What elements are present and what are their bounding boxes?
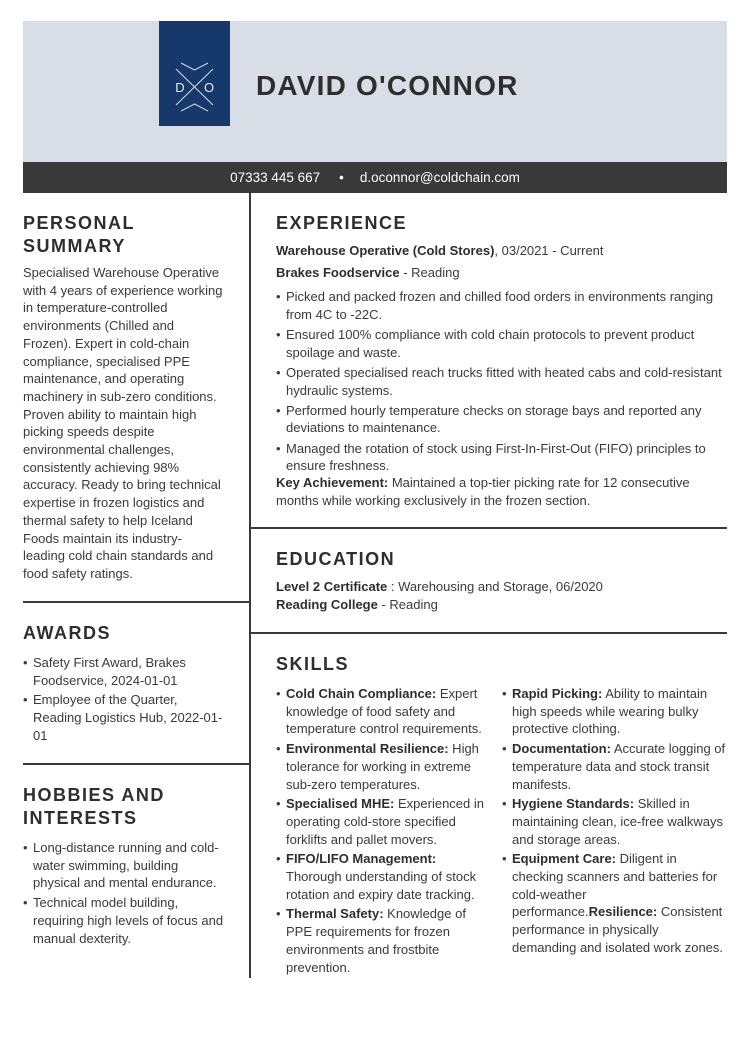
list-item: • Managed the rotation of stock using First-In-First-Out (FIFO) principles to ensure freshness. xyxy=(276,440,728,475)
section-divider xyxy=(23,601,250,603)
monogram-logo xyxy=(159,21,230,126)
job-title-line: Warehouse Operative (Cold Stores), 03/2021 - Current xyxy=(276,243,604,258)
skills-list-left xyxy=(276,685,498,978)
monogram-icon xyxy=(159,21,230,126)
skill-item: • Documentation: Accurate logging of temperature data and stock transit manifests. xyxy=(502,740,728,793)
company-line: Brakes Foodservice - Reading xyxy=(276,264,460,280)
list-item: • Technical model building, requiring high levels of focus and manual dexterity. xyxy=(23,894,245,947)
list-item: • Safety First Award, Brakes Foodservice, 2024-01-01 xyxy=(23,654,245,689)
awards-heading: AWARDS xyxy=(23,623,112,643)
education-heading: EDUCATION xyxy=(276,549,396,569)
school-line: Reading College - Reading xyxy=(276,597,438,612)
job-header xyxy=(276,240,726,283)
skill-item: • Hygiene Standards: Skilled in maintaining clean, ice-free walkways and storage areas. xyxy=(502,795,728,848)
awards-list xyxy=(23,654,245,747)
list-item: • Long-distance running and cold- water swimming, building physical and mental endurance. xyxy=(23,839,245,892)
education-entry xyxy=(276,578,726,614)
summary-heading: PERSONAL SUMMARY xyxy=(23,213,136,256)
list-item: • Operated specialised reach trucks fitted with heated cabs and cold-resistant hydraulic systems. xyxy=(276,364,728,399)
contact-separator: • xyxy=(339,170,344,185)
list-item: • Ensured 100% compliance with cold chain protocols to prevent product spoilage and waste. xyxy=(276,326,728,361)
hobbies-list xyxy=(23,839,245,949)
list-item: • Picked and packed frozen and chilled food orders in environments ranging from 4C to -22C. xyxy=(276,288,728,323)
skill-item: • Environmental Resilience: High tolerance for working in extreme sub-zero temperatures. xyxy=(276,740,498,793)
hobbies-heading: HOBBIES AND INTERESTS xyxy=(23,785,165,828)
list-item: • Employee of the Quarter, Reading Logistics Hub, 2022-01- 01 xyxy=(23,691,245,744)
summary-text: Specialised Warehouse Operative with 4 years of experience working in temperature-controlled environments (Chilled and Frozen). Expert in cold-chain compliance, specialised PPE maintenance, and operating machinery in sub-zero conditions. Proven ability to maintain high picking speeds despite environmental challenges, consistently achieving 98% accuracy. Ready to bring technical expertise in frozen logistics and thermal safety to help Iceland Foods maintain its industry- leading cold chain standards and food safety ratings. xyxy=(23,265,223,581)
skills-list-right xyxy=(502,685,728,959)
skill-item: • FIFO/LIFO Management: Thorough understanding of stock rotation and expiry date tracking. xyxy=(276,850,498,903)
experience-bullets xyxy=(276,288,728,475)
skill-item: • Cold Chain Compliance: Expert knowledge of food safety and temperature control requirements. xyxy=(276,685,498,738)
list-item: • Performed hourly temperature checks on storage bays and reported any deviations to maintenance. xyxy=(276,402,728,437)
skills-heading: SKILLS xyxy=(276,654,350,674)
skill-item: • Thermal Safety: Knowledge of PPE requirements for frozen environments and frostbite prevention. xyxy=(276,905,498,976)
skill-item: • Rapid Picking: Ability to maintain high speeds while wearing bulky protective clothing. xyxy=(502,685,728,738)
skill-item: • Equipment Care: Diligent in checking scanners and batteries for cold-weather performance.Resilience: Consistent performance in physically demanding and isolated work zones. xyxy=(502,850,728,956)
contact-bar xyxy=(23,162,727,193)
skill-item: • Specialised MHE: Experienced in operating cold-store specified forklifts and pallet movers. xyxy=(276,795,498,848)
experience-heading: EXPERIENCE xyxy=(276,213,408,233)
qualification-line: Level 2 Certificate : Warehousing and Storage, 06/2020 xyxy=(276,579,603,594)
email-address[interactable]: d.oconnor@coldchain.com xyxy=(359,170,520,185)
section-divider xyxy=(250,632,727,634)
section-divider xyxy=(250,527,727,529)
candidate-name: DAVID O'CONNOR xyxy=(256,70,519,101)
phone-number: 07333 445 667 xyxy=(230,170,321,185)
svg-text:O: O xyxy=(203,80,215,95)
section-divider xyxy=(23,763,250,765)
svg-text:D: D xyxy=(175,80,185,95)
key-achievement: Key Achievement: Maintained a top-tier picking rate for 12 consecutive months while working exclusively in the frozen section. xyxy=(276,475,690,508)
column-divider xyxy=(249,193,251,978)
